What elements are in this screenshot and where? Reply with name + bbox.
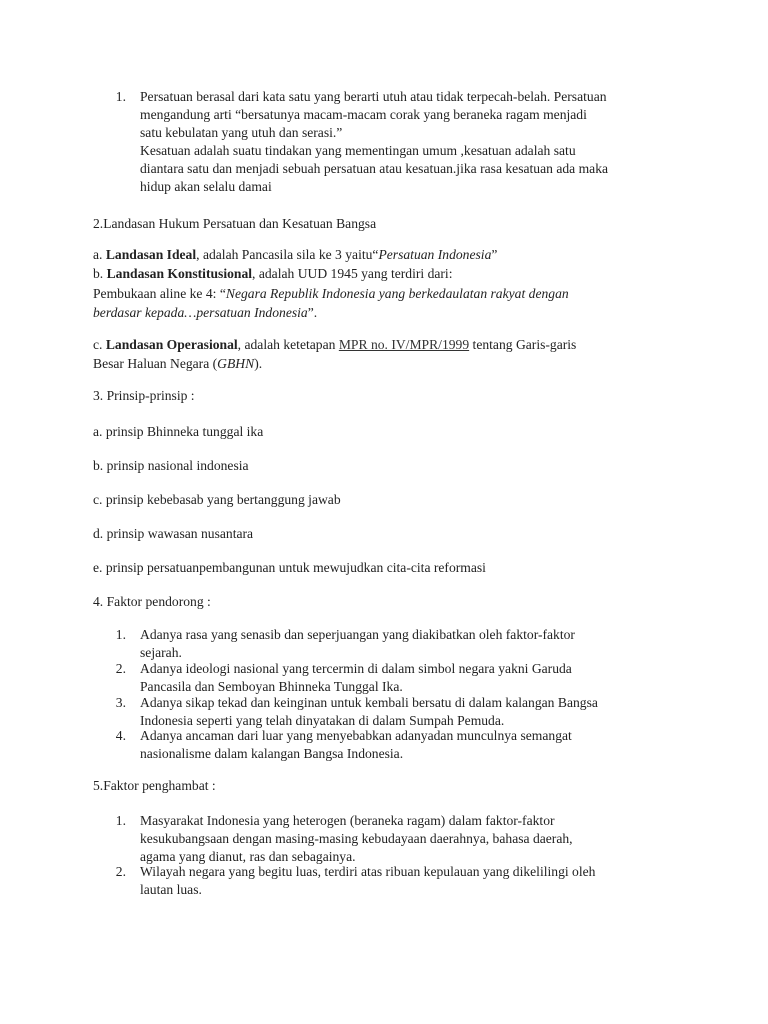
landasan-operasional-line — [93, 336, 693, 354]
faktor-pendorong-item — [140, 626, 685, 662]
prinsip-item: b. prinsip nasional indonesia — [93, 458, 249, 473]
text: ). — [254, 356, 263, 371]
text-line: Persatuan berasal dari kata satu yang berarti utuh atau tidak terpecah-belah. Persatuan — [140, 89, 607, 104]
faktor-pendorong-item — [140, 727, 685, 763]
landasan-operasional-label: Landasan Operasional — [105, 337, 238, 352]
landasan-ideal-line — [93, 246, 693, 264]
item-prefix: b. — [93, 266, 107, 281]
item-prefix: a. — [93, 247, 106, 262]
pembukaan-line-2 — [93, 304, 693, 322]
mpr-link[interactable]: MPR no. IV/MPR/1999 — [338, 337, 470, 352]
section-5-heading: 5.Faktor penghambat : — [93, 778, 216, 793]
text: , adalah ketetapan — [237, 337, 339, 352]
text: tentang Garis-garis — [469, 337, 577, 352]
prinsip-item: d. prinsip wawasan nusantara — [93, 526, 254, 541]
list-number: 1. — [115, 89, 126, 104]
section-2-heading: 2.Landasan Hukum Persatuan dan Kesatuan Bangsa — [93, 216, 377, 231]
text: Besar Haluan Negara ( — [93, 356, 218, 371]
list-number: 2. — [115, 661, 126, 676]
faktor-penghambat-item — [140, 812, 685, 866]
text-line: Kesatuan adalah suatu tindakan yang mementingan umum ,kesatuan adalah satu — [140, 143, 576, 158]
text-line: satu kebulatan yang utuh dan serasi.” — [140, 125, 343, 140]
prinsip-item: a. prinsip Bhinneka tunggal ika — [93, 424, 264, 439]
text-line: Pancasila dan Semboyan Bhinneka Tunggal Ika. — [140, 679, 403, 694]
list-number: 2. — [115, 864, 126, 879]
faktor-penghambat-item — [140, 863, 685, 899]
landasan-konstitusional-label: Landasan Konstitusional — [106, 266, 253, 281]
list-number: 1. — [115, 627, 126, 642]
landasan-konstitusional-line — [93, 265, 693, 283]
persatuan-indonesia-italic: Persatuan Indonesia — [378, 247, 492, 262]
list-number: 3. — [115, 695, 126, 710]
landasan-operasional-line-2 — [93, 355, 693, 373]
text-line: lautan luas. — [140, 882, 202, 897]
text-line: nasionalisme dalam kalangan Bangsa Indonesia. — [140, 746, 404, 761]
item-prefix: c. — [93, 337, 106, 352]
section-3-heading: 3. Prinsip-prinsip : — [93, 388, 195, 403]
text-line: agama yang dianut, ras dan sebagainya. — [140, 849, 356, 864]
list-number: 4. — [115, 728, 126, 743]
text-line: Adanya sikap tekad dan keinginan untuk kembali bersatu di dalam kalangan Bangsa — [140, 695, 598, 710]
pembukaan-quote-1: Negara Republik Indonesia yang berkedaulatan rakyat dengan — [225, 286, 569, 301]
text-line: Masyarakat Indonesia yang heterogen (beraneka ragam) dalam faktor-faktor — [140, 813, 555, 828]
text: , adalah Pancasila sila ke 3 yaitu“ — [196, 247, 379, 262]
text-line: kesukubangsaan dengan masing-masing kebudayaan daerahnya, bahasa daerah, — [140, 831, 573, 846]
text-line: Adanya rasa yang senasib dan seperjuangan yang diakibatkan oleh faktor-faktor — [140, 627, 575, 642]
text-line: Wilayah negara yang begitu luas, terdiri atas ribuan kepulauan yang dikelilingi oleh — [140, 864, 596, 879]
landasan-ideal-label: Landasan Ideal — [105, 247, 197, 262]
prinsip-item: e. prinsip persatuanpembangunan untuk mewujudkan cita-cita reformasi — [93, 560, 486, 575]
text-line: mengandung arti “bersatunya macam-macam corak yang beraneka ragam menjadi — [140, 107, 587, 122]
prinsip-item: c. prinsip kebebasab yang bertanggung jawab — [93, 492, 341, 507]
text-line: Adanya ideologi nasional yang tercermin di dalam simbol negara yakni Garuda — [140, 661, 572, 676]
pembukaan-line — [93, 285, 693, 303]
text-line: Adanya ancaman dari luar yang menyebabkan adanyadan munculnya semangat — [140, 728, 572, 743]
text: , adalah UUD 1945 yang terdiri dari: — [252, 266, 453, 281]
text-line: sejarah. — [140, 645, 182, 660]
text-line: hidup akan selalu damai — [140, 179, 272, 194]
list-number: 1. — [115, 813, 126, 828]
intro-persatuan-paragraph — [140, 88, 685, 196]
pembukaan-quote-2: berdasar kepada…persatuan Indonesia — [93, 305, 308, 320]
faktor-pendorong-item — [140, 660, 685, 696]
text: ”. — [307, 305, 318, 320]
section-4-heading: 4. Faktor pendorong : — [93, 594, 211, 609]
faktor-pendorong-item — [140, 694, 685, 730]
text: Pembukaan aline ke 4: “ — [93, 286, 226, 301]
text-line: diantara satu dan menjadi sebuah persatuan atau kesatuan.jika rasa kesatuan ada maka — [140, 161, 609, 176]
gbhn-italic: GBHN — [217, 356, 255, 371]
text-line: Indonesia seperti yang telah dinyatakan di dalam Sumpah Pemuda. — [140, 713, 505, 728]
text: ” — [491, 247, 498, 262]
